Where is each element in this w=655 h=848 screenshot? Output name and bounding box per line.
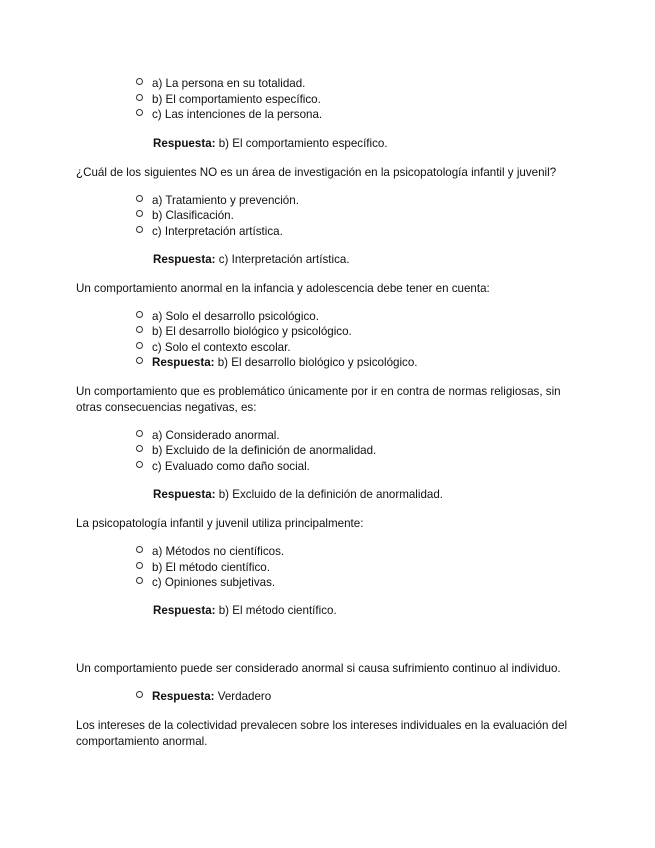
answer-line (153, 487, 443, 503)
answer-line (153, 603, 337, 619)
answer-line (153, 252, 350, 268)
option-item: c) Evaluado como daño social. (136, 459, 310, 475)
circle-bullet-icon (136, 210, 143, 217)
answer-label: Respuesta: (152, 356, 215, 369)
question-text: Un comportamiento anormal en la infancia y adolescencia debe tener en cuenta: (76, 282, 490, 295)
option-item: b) Clasificación. (136, 208, 234, 224)
circle-bullet-icon (136, 109, 143, 116)
circle-bullet-icon (136, 195, 143, 202)
answer-text: b) Excluido de la definición de anormalidad. (218, 488, 444, 501)
question-text: ¿Cuál de los siguientes NO es un área de investigación en la psicopatología infantil y juvenil? (76, 166, 557, 179)
circle-bullet-icon (136, 78, 143, 85)
option-item: c) Solo el contexto escolar. (136, 340, 291, 356)
question-text: Un comportamiento que es problemático únicamente por ir en contra de normas religiosas, sin otras consecuencias negativas, es: (76, 385, 561, 414)
circle-bullet-icon (136, 691, 143, 698)
answer-text: b) El método científico. (218, 604, 337, 617)
question-text: La psicopatología infantil y juvenil utiliza principalmente: (76, 517, 364, 530)
answer-label: Respuesta: (153, 137, 216, 150)
answer-label: Respuesta: (153, 253, 216, 266)
circle-bullet-icon (136, 326, 143, 333)
option-item: b) Excluido de la definición de anormalidad. (136, 443, 376, 459)
answer-line (153, 136, 388, 152)
circle-bullet-icon (136, 445, 143, 452)
circle-bullet-icon (136, 546, 143, 553)
answer-text: c) Interpretación artística. (218, 253, 350, 266)
answer-text: b) El desarrollo biológico y psicológico. (217, 356, 418, 369)
answer-label: Respuesta: (153, 488, 216, 501)
option-item: b) El desarrollo biológico y psicológico. (136, 324, 352, 340)
option-item: a) Solo el desarrollo psicológico. (136, 309, 319, 325)
question-text: Un comportamiento puede ser considerado anormal si causa sufrimiento continuo al individuo. (76, 662, 561, 675)
circle-bullet-icon (136, 461, 143, 468)
circle-bullet-icon (136, 226, 143, 233)
circle-bullet-icon (136, 430, 143, 437)
answer-label: Respuesta: (152, 690, 215, 703)
circle-bullet-icon (136, 357, 143, 364)
answer-label: Respuesta: (153, 604, 216, 617)
option-item: a) Considerado anormal. (136, 428, 280, 444)
circle-bullet-icon (136, 94, 143, 101)
option-item: a) Métodos no científicos. (136, 544, 284, 560)
question-text: Los intereses de la colectividad prevalecen sobre los intereses individuales en la evaluación del comportamiento anormal. (76, 719, 568, 748)
option-item: c) Las intenciones de la persona. (136, 107, 322, 123)
option-item: b) El método científico. (136, 560, 270, 576)
option-item: b) El comportamiento específico. (136, 92, 321, 108)
answer-text: Verdadero (217, 690, 272, 703)
answer-line (136, 689, 271, 705)
option-item: a) La persona en su totalidad. (136, 76, 305, 92)
option-item: c) Opiniones subjetivas. (136, 575, 275, 591)
circle-bullet-icon (136, 577, 143, 584)
circle-bullet-icon (136, 342, 143, 349)
answer-line (136, 355, 418, 371)
option-item: c) Interpretación artística. (136, 224, 283, 240)
option-item: a) Tratamiento y prevención. (136, 193, 299, 209)
answer-text: b) El comportamiento específico. (218, 137, 388, 150)
circle-bullet-icon (136, 311, 143, 318)
circle-bullet-icon (136, 562, 143, 569)
